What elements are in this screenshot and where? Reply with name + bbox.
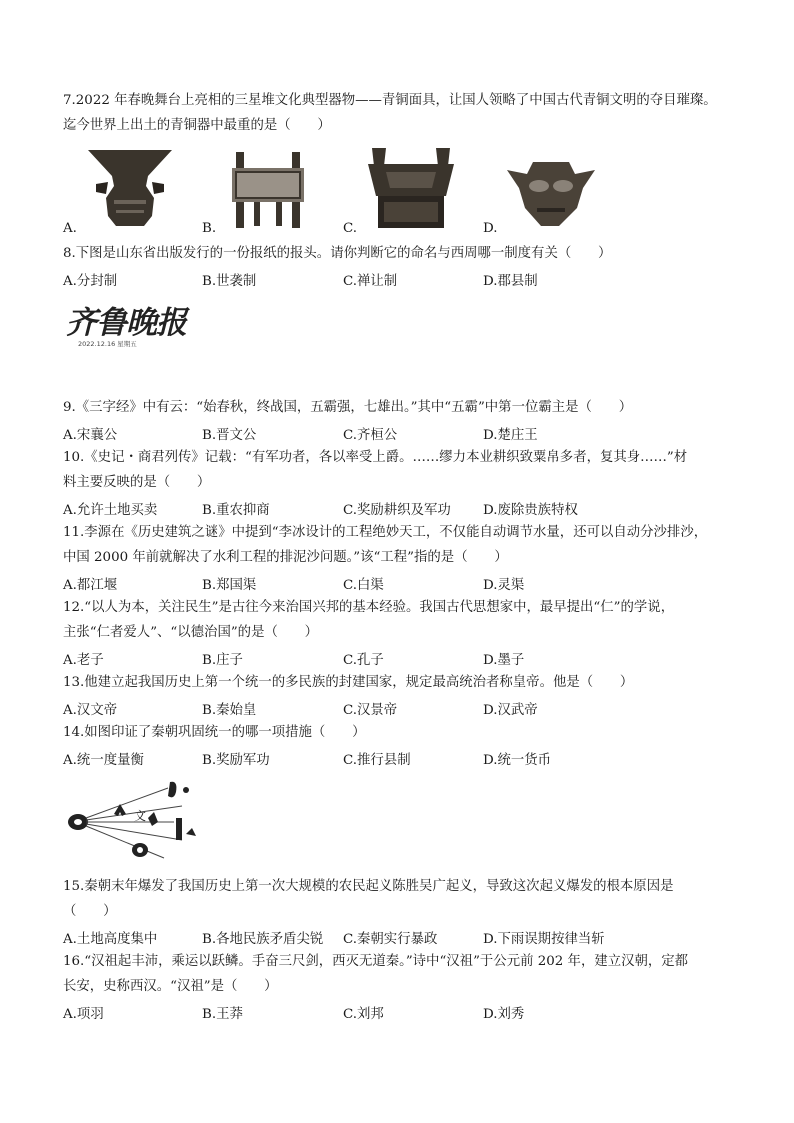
q10-line-2: 料主要反映的是（ ） — [63, 475, 211, 490]
q7-option-d[interactable]: D. — [483, 221, 498, 236]
q7-option-b[interactable]: B. — [202, 221, 217, 236]
q10-option-b[interactable]: B.重农抑商 — [202, 503, 270, 518]
q14-option-c[interactable]: C.推行县制 — [343, 753, 411, 768]
q8-line-1: 8.下图是山东省出版发行的一份报纸的报头。请你判断它的命名与西周哪一制度有关（ ） — [63, 246, 612, 261]
coin-spread-diagram-icon — [64, 778, 200, 866]
q7-option-c[interactable]: C. — [343, 221, 358, 236]
q13-option-c[interactable]: C.汉景帝 — [343, 703, 398, 718]
q14-option-d[interactable]: D.统一货币 — [483, 753, 552, 768]
bronze-ding-ornate-icon — [366, 146, 456, 230]
q7-option-a[interactable]: A. — [63, 221, 77, 236]
q11-line-2: 中国 2000 年前就解决了水利工程的排泥沙问题。”该“工程”指的是（ ） — [63, 550, 508, 565]
q8-option-c[interactable]: C.禅让制 — [343, 274, 398, 289]
masthead-title: 齐鲁晚报 — [66, 305, 186, 341]
q15-option-c[interactable]: C.秦朝实行暴政 — [343, 932, 438, 947]
q14-option-b[interactable]: B.奖励军功 — [202, 753, 270, 768]
masthead-date: 2022.12.16 星期五 — [78, 340, 137, 348]
q15-option-a[interactable]: A.土地高度集中 — [63, 932, 158, 947]
q16-option-c[interactable]: C.刘邦 — [343, 1007, 384, 1022]
q16-option-a[interactable]: A.项羽 — [63, 1007, 104, 1022]
q14-line-1: 14.如图印证了秦朝巩固统一的哪一项措施（ ） — [63, 725, 366, 740]
q7-line-1: 7.2022 年春晚舞台上亮相的三星堆文化典型器物——青铜面具，让国人领略了中国古代青铜文明的夺目璀璨。 — [63, 93, 717, 108]
bronze-ding-icon — [228, 148, 308, 230]
q10-line-1: 10.《史记・商君列传》记载：“有军功者，各以率受上爵。……缪力本业耕织致粟帛多者，复其身……”材 — [63, 450, 688, 465]
q16-option-b[interactable]: B.王莽 — [202, 1007, 243, 1022]
q10-option-c[interactable]: C.奖励耕织及军功 — [343, 503, 451, 518]
newspaper-masthead — [66, 306, 196, 354]
q15-option-b[interactable]: B.各地民族矛盾尖锐 — [202, 932, 324, 947]
q13-line-1: 13.他建立起我国历史上第一个统一的多民族的封建国家，规定最高统治者称皇帝。他是（ ） — [63, 675, 634, 690]
q15-line-1: 15.秦朝末年爆发了我国历史上第一次大规模的农民起义陈胜吴广起义，导致这次起义爆发的根本原因是 — [63, 879, 674, 894]
q8-option-b[interactable]: B.世袭制 — [202, 274, 257, 289]
q8-option-d[interactable]: D.郡县制 — [483, 274, 538, 289]
q15-option-d[interactable]: D.下雨误期按律当斩 — [483, 932, 605, 947]
q15-line-2: （ ） — [63, 904, 117, 919]
q12-line-1: 12.“以人为本，关注民生”是古往今来治国兴邦的基本经验。我国古代思想家中，最早提出“仁”的学说， — [63, 600, 675, 615]
q12-line-2: 主张“仁者爱人”、“以德治国”的是（ ） — [63, 625, 319, 640]
q11-option-a[interactable]: A.都江堰 — [63, 578, 118, 593]
q10-option-d[interactable]: D.废除贵族特权 — [483, 503, 578, 518]
q11-option-d[interactable]: D.灵渠 — [483, 578, 525, 593]
q16-option-d[interactable]: D.刘秀 — [483, 1007, 525, 1022]
q11-option-b[interactable]: B.郑国渠 — [202, 578, 257, 593]
q10-option-a[interactable]: A.允许土地买卖 — [63, 503, 158, 518]
q7-line-2: 迄今世界上出土的青铜器中最重的是（ ） — [63, 118, 331, 133]
q12-option-a[interactable]: A.老子 — [63, 653, 104, 668]
q14-option-a[interactable]: A.统一度量衡 — [63, 753, 144, 768]
bronze-zun-icon — [86, 146, 174, 230]
bronze-mask-icon — [503, 152, 599, 230]
q9-option-d[interactable]: D.楚庄王 — [483, 428, 538, 443]
q9-option-b[interactable]: B.晋文公 — [202, 428, 257, 443]
q12-option-b[interactable]: B.庄子 — [202, 653, 243, 668]
q9-option-a[interactable]: A.宋襄公 — [63, 428, 118, 443]
q9-line-1: 9.《三字经》中有云：“始春秋，终战国，五霸强，七雄出。”其中“五霸”中第一位霸主是（ ） — [63, 400, 633, 415]
q13-option-b[interactable]: B.秦始皇 — [202, 703, 257, 718]
q16-line-2: 长安，史称西汉。“汉祖”是（ ） — [63, 979, 278, 994]
q16-line-1: 16.“汉祖起丰沛，乘运以跃鳞。手奋三尺剑，西灭无道秦。”诗中“汉祖”于公元前 202 年，建立汉朝，定都 — [63, 954, 689, 969]
q11-line-1: 11.李源在《历史建筑之谜》中提到“李冰设计的工程绝妙天工，不仅能自动调节水量，还可以自动分沙排沙， — [63, 525, 708, 540]
q12-option-c[interactable]: C.孔子 — [343, 653, 384, 668]
q13-option-a[interactable]: A.汉文帝 — [63, 703, 118, 718]
q11-option-c[interactable]: C.白渠 — [343, 578, 384, 593]
q12-option-d[interactable]: D.墨子 — [483, 653, 525, 668]
q9-option-c[interactable]: C.齐桓公 — [343, 428, 398, 443]
q13-option-d[interactable]: D.汉武帝 — [483, 703, 538, 718]
q8-option-a[interactable]: A.分封制 — [63, 274, 118, 289]
svg-text:文: 文 — [134, 809, 147, 823]
